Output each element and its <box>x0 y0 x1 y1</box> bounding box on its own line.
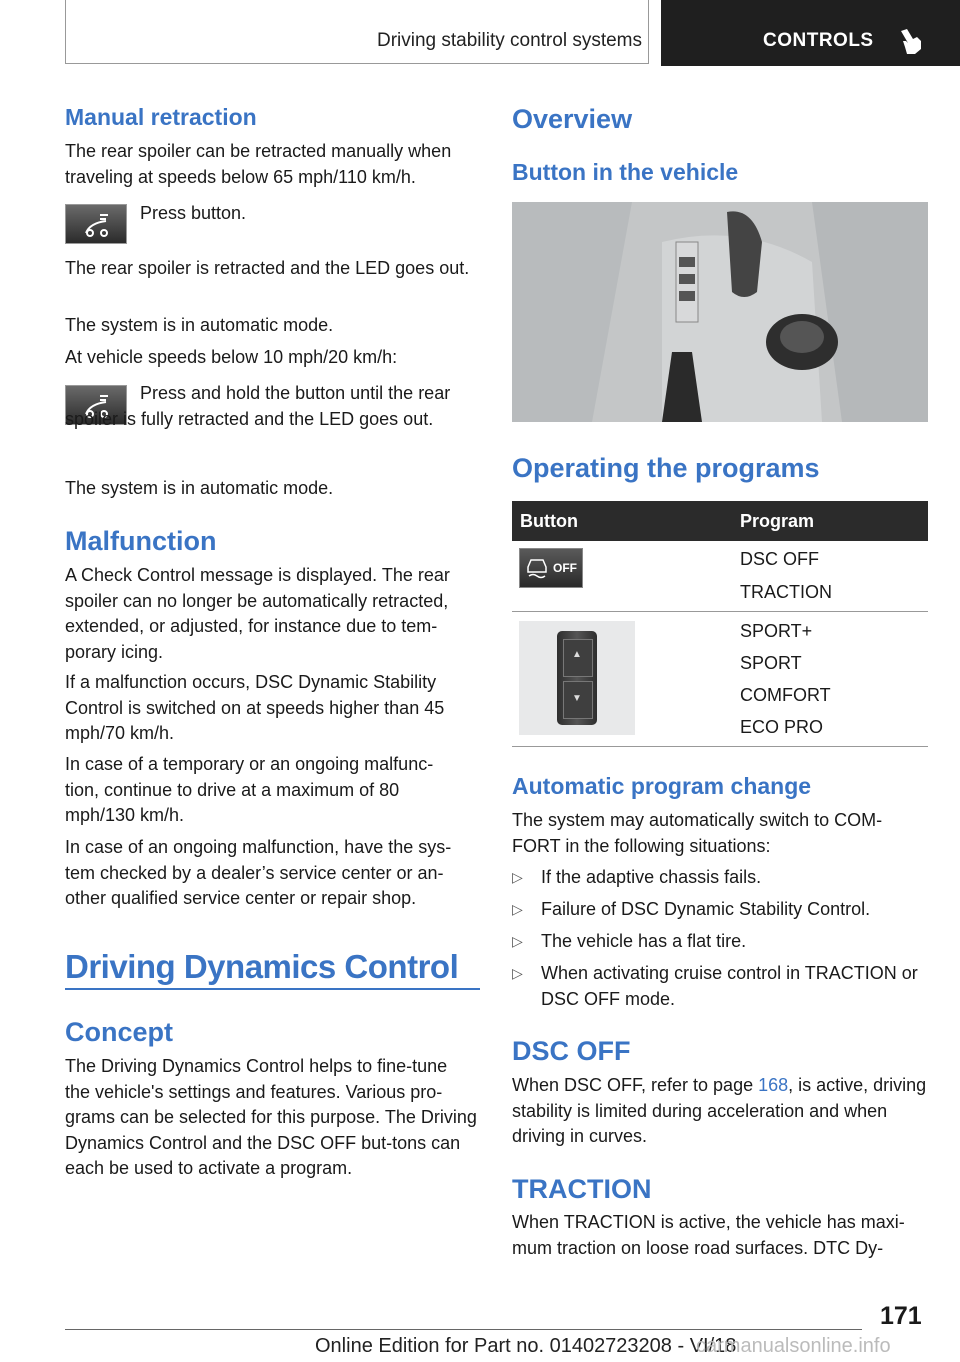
spoiler-button-image <box>65 204 127 244</box>
traction-text: When TRACTION is active, the vehicle has maxi‐mum traction on loose road surfaces. DTC Dy‐ <box>512 1212 905 1258</box>
manual-retraction-intro: The rear spoiler can be retracted manually when traveling at speeds below 65 mph/110 km/h. <box>65 141 452 187</box>
arrow-down-icon: ▼ <box>572 693 582 704</box>
header-chapter-title: CONTROLS <box>763 30 874 51</box>
automatic-mode-text-2: The system is in automatic mode. <box>65 478 334 498</box>
programs-table-header <box>512 501 928 541</box>
dsc-off-label: OFF <box>553 561 577 575</box>
col-header-program: Program <box>740 511 815 531</box>
center-console-photo <box>512 202 928 422</box>
program-dsc-off: DSC OFF <box>740 549 819 569</box>
malfunction-p2: If a malfunction occurs, DSC Dynamic Stability Control is switched on at speeds higher than 45 mph/70 km/h. <box>65 672 445 743</box>
program-sport-plus: SPORT+ <box>740 621 813 641</box>
pointing-hand-icon <box>897 25 925 55</box>
manual-retraction-heading: Manual retraction <box>65 104 257 130</box>
traction-heading: TRACTION <box>512 1174 652 1204</box>
program-comfort: COMFORT <box>740 685 831 705</box>
footer-rule <box>65 1329 862 1330</box>
console-illustration <box>512 202 928 422</box>
button-in-vehicle-heading: Button in the vehicle <box>512 159 739 185</box>
auto-program-change-heading: Automatic program change <box>512 773 812 799</box>
table-row-divider-2 <box>512 746 928 747</box>
low-speed-text: At vehicle speeds below 10 mph/20 km/h: <box>65 347 398 367</box>
header-section-title: Driving stability control systems <box>376 30 642 51</box>
footer-edition: Online Edition for Part no. 01402723208 - VI/18 <box>315 1335 737 1357</box>
overview-heading: Overview <box>512 104 633 134</box>
bullet-triangle-icon: ▷ <box>512 869 523 885</box>
dsc-off-heading: DSC OFF <box>512 1036 631 1066</box>
program-sport: SPORT <box>740 653 802 673</box>
concept-text: The Driving Dynamics Control helps to fine-tune the vehicle's settings and features. Various pro‐grams can be selected for this purpose. The Driving Dynamics Control and the DSC OFF but‐tons can each be used to activate a program. <box>65 1056 477 1178</box>
dsc-car-skid-icon <box>525 555 549 581</box>
automatic-mode-text-1: The system is in automatic mode. <box>65 315 334 335</box>
program-traction: TRACTION <box>740 582 832 602</box>
malfunction-p1: A Check Control message is displayed. The rear spoiler can no longer be automatically retracted, extended, or adjusted, for instance due to tem‐porary icing. <box>65 565 450 662</box>
concept-heading: Concept <box>65 1017 173 1047</box>
arrow-up-icon: ▲ <box>572 649 582 660</box>
press-hold-text: Press and hold the button until the rear spoiler is fully retracted and the LED goes out. <box>65 383 451 429</box>
col-header-button: Button <box>520 511 578 531</box>
malfunction-p3: In case of a temporary or an ongoing malfunc‐tion, continue to drive at a maximum of 80 mph/130 km/h. <box>65 754 434 825</box>
rear-spoiler-icon <box>80 211 114 239</box>
dsc-off-text: When DSC OFF, refer to page 168, is active, driving stability is limited during acceleration and when driving in curves. <box>512 1075 927 1146</box>
header-chapter-tab <box>661 0 960 66</box>
watermark: carmanualsonline.info <box>696 1335 891 1357</box>
bullet-triangle-icon: ▷ <box>512 901 523 917</box>
ddc-heading: Driving Dynamics Control <box>65 948 459 985</box>
ddc-heading-rule <box>65 988 480 990</box>
table-row-divider-1 <box>512 611 928 612</box>
page-number: 171 <box>880 1302 922 1330</box>
program-eco-pro: ECO PRO <box>740 717 824 737</box>
ddc-switch-image <box>519 621 635 735</box>
page-header <box>0 0 960 66</box>
press-button-text: Press button. <box>140 203 247 223</box>
page-ref-link[interactable]: 168 <box>758 1075 789 1095</box>
auto-change-intro: The system may automatically switch to COM‐FORT in the following situations: <box>512 810 883 856</box>
malfunction-heading: Malfunction <box>65 526 217 556</box>
retracted-result-text: The rear spoiler is retracted and the LED goes out. <box>65 258 470 278</box>
operating-programs-heading: Operating the programs <box>512 453 820 483</box>
ddc-rocker-switch <box>557 631 597 725</box>
dsc-off-button-image <box>519 548 583 588</box>
bullet-triangle-icon: ▷ <box>512 965 523 981</box>
bullet-triangle-icon: ▷ <box>512 933 523 949</box>
malfunction-p4: In case of an ongoing malfunction, have the sys‐tem checked by a dealer’s service center or an‐other qualified service center or repair shop. <box>65 837 452 908</box>
